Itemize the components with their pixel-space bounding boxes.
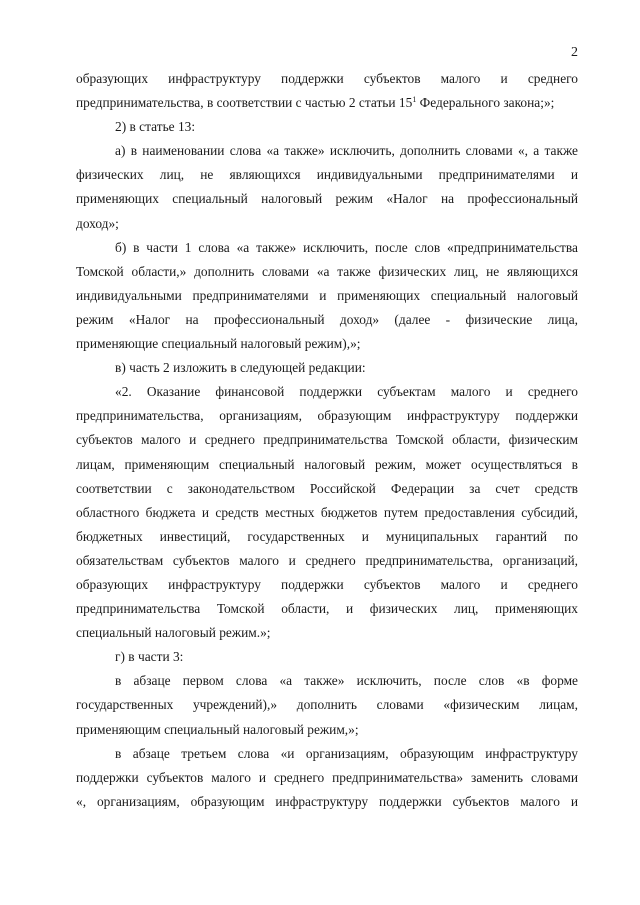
text-line: образующих инфраструктуру поддержки субъектов малого и среднего xyxy=(76,576,578,592)
page-number: 2 xyxy=(571,45,578,60)
text-line: бюджетных инвестиций, государственных и муниципальных гарантий по xyxy=(76,528,578,544)
subitem-a xyxy=(76,139,578,235)
text-line: применяющие специальный налоговый режим),»; xyxy=(76,336,361,352)
text-line: соответствии с законодательством Российской Федерации за счет средств xyxy=(76,480,578,496)
paragraph-continuation xyxy=(76,67,578,115)
text-line: б) в части 1 слова «а также» исключить, после слов «предпринимательства xyxy=(115,239,578,255)
text-line: «2. Оказание финансовой поддержки субъектам малого и среднего xyxy=(115,384,578,400)
text-line: обязательствам субъектов малого и среднего предпринимательства, организаций, xyxy=(76,552,578,568)
text-line: предпринимательства Томской области, и физических лиц, применяющих xyxy=(76,601,578,617)
text-line: предпринимательства, организациям, образующим инфраструктуру поддержки xyxy=(76,408,578,424)
text-line: применяющих специальный налоговый режим «Налог на профессиональный xyxy=(76,191,578,207)
text-line: в абзаце третьем слова «и организациям, образующим инфраструктуру xyxy=(115,745,578,761)
text-line-part: предпринимательства, в соответствии с частью 2 статьи 15 xyxy=(76,95,413,111)
text-line-part: Федерального закона;»; xyxy=(416,95,555,111)
text-line: государственных учреждений),» дополнить словами «физическим лицам, xyxy=(76,697,578,713)
text-line: в абзаце первом слова «а также» исключить, после слов «в форме xyxy=(115,673,578,689)
text-line: доход»; xyxy=(76,215,119,231)
paragraph-third-abzats xyxy=(76,742,578,814)
text-line: Томской области,» дополнить словами «а также физических лиц, не являющихся xyxy=(76,263,578,279)
quoted-part-2 xyxy=(76,380,578,645)
text-line: а) в наименовании слова «а также» исключить, дополнить словами «, а также xyxy=(115,143,578,159)
text-line xyxy=(76,91,578,115)
text-line: лицам, применяющим специальный налоговый режим, может осуществляться в xyxy=(76,456,578,472)
item-2-heading: 2) в статье 13: xyxy=(115,119,196,135)
text-line: индивидуальными предпринимателями и применяющих специальный налоговый xyxy=(76,287,578,303)
subitem-v-heading: в) часть 2 изложить в следующей редакции: xyxy=(115,360,366,376)
text-line: областного бюджета и средств местных бюджетов путем предоставления субсидий, xyxy=(76,504,578,520)
paragraph-first-abzats xyxy=(76,669,578,741)
text-line: субъектов малого и среднего предпринимательства Томской области, физическим xyxy=(76,432,578,448)
subitem-b xyxy=(76,236,578,356)
superscript: 1 xyxy=(412,95,417,105)
text-line: режим «Налог на профессиональный доход» (далее - физические лица, xyxy=(76,311,578,327)
text-line: физических лиц, не являющихся индивидуальными предпринимателями и xyxy=(76,167,578,183)
subitem-g-heading: г) в части 3: xyxy=(115,649,184,665)
text-line: «, организациям, образующим инфраструктуру поддержки субъектов малого и xyxy=(76,793,578,809)
text-line: специальный налоговый режим.»; xyxy=(76,625,271,641)
document-body xyxy=(76,67,578,814)
text-line: поддержки субъектов малого и среднего предпринимательства» заменить словами xyxy=(76,769,578,785)
text-line: образующих инфраструктуру поддержки субъектов малого и среднего xyxy=(76,71,578,86)
text-line: применяющим специальный налоговый режим,»; xyxy=(76,721,359,737)
